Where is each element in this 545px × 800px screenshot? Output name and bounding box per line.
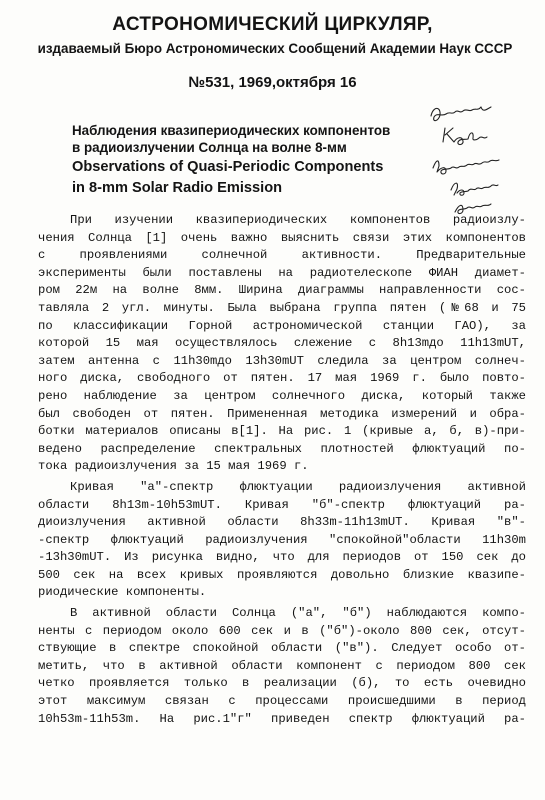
text-line: ненты с периодом около 600 сек и в ("б")-около 800 сек, отсут- [38, 623, 526, 638]
paragraph-1 [38, 212, 526, 476]
text-line: был свободен от пятен. Примененная методика измерений и обра- [38, 406, 526, 421]
text-line: 500 сек на всех кривых проявляются довольно близкие квазипе- [38, 567, 526, 582]
text-line: тока радиоизлучения за 15 мая 1969 г. [38, 459, 309, 474]
text-line: ботки материалов описаны в[1]. На рис. 1 (кривые а, б, в)-при- [38, 424, 526, 439]
text-line: ром 22м на волне 8мм. Ширина диаграммы направленности сос- [38, 283, 526, 298]
text-line: которой 15 мая осуществлялось слежение с 8h13mдо 11h13mUT, [38, 336, 526, 351]
title-en-line-2: in 8-mm Solar Radio Emission [72, 180, 283, 196]
text-line: В активной области Солнца ("а", "б") наблюдаются компо- [70, 606, 526, 621]
paragraph-3 [38, 605, 526, 728]
text-line: ного диска, свободного от пятен. 17 мая 1969 г. было повто- [38, 371, 526, 386]
paragraph-2 [38, 479, 526, 602]
text-line: -13h30mUT. Из рисунка видно, что для периодов от 150 сек до [38, 550, 526, 565]
article-body [38, 212, 526, 728]
publisher-line: издаваемый Бюро Астрономических Сообщений Академии Наук СССР [37, 41, 513, 56]
title-ru-line-2: в радиоизлучении Солнца на волне 8-мм [72, 140, 347, 155]
text-line: ствующие в спектре спокойной области ("в"). Следует особо от- [38, 641, 526, 656]
text-line: затем антенна с 11h30mдо 13h30mUT следила за центром солнеч- [38, 353, 526, 368]
text-line: метить, что в активной области компонент с периодом 800 сек [38, 658, 526, 673]
text-line: чения Солнца [1] очень важно выяснить связи этих компонентов [38, 230, 526, 245]
text-line: При изучении квазипериодических компонентов радиоизлу- [70, 213, 526, 227]
text-line: эксперименты были поставлены на радиотелескопе ФИАН диамет- [38, 265, 526, 280]
text-line: Кривая "а"-спектр флюктуации радиоизлучения активной [70, 479, 526, 494]
title-en-line-1: Observations of Quasi-Periodic Components [72, 159, 384, 175]
text-line: по классификации Горной астрономической станции ГАО), за [38, 318, 526, 333]
title-ru-line-1: Наблюдения квазипериодических компонентов [72, 123, 391, 138]
text-line: области 8h13m-10h53mUT. Кривая "б"-спектр флюктуаций ра- [38, 497, 526, 512]
issue-number-date: №531, 1969,октября 16 [188, 74, 357, 91]
text-line: этот максимум связан с процессами происшедшими в период [38, 694, 526, 709]
text-line: ведено распределение спектральных плотностей флюктуаций по- [38, 441, 526, 456]
text-line: диоизлучения активной области 8h33m-11h13mUT. Кривая "в"- [38, 515, 526, 530]
text-line: рено наблюдение за центром солнечного диска, который также [38, 388, 526, 403]
handwritten-signatures [425, 98, 543, 218]
text-line: четко проявляется только в реализации (б), то есть очевидно [38, 676, 526, 691]
text-line: с проявлениями солнечной активности. Предварительные [38, 248, 526, 263]
article-title-block [72, 122, 422, 198]
text-line: 10h53m-11h53m. На рис.1"г" приведен спектр флюктуаций ра- [38, 711, 526, 726]
text-line: риодические компоненты. [38, 585, 207, 600]
text-line: тавляла 2 угл. минуты. Была выбрана группа пятен (№68 и 75 [38, 300, 526, 315]
text-line: -спектр флюктуаций радиоизлучения "спокойной"области 11h30m [38, 532, 526, 547]
masthead-title: АСТРОНОМИЧЕСКИЙ ЦИРКУЛЯР, [112, 14, 433, 35]
